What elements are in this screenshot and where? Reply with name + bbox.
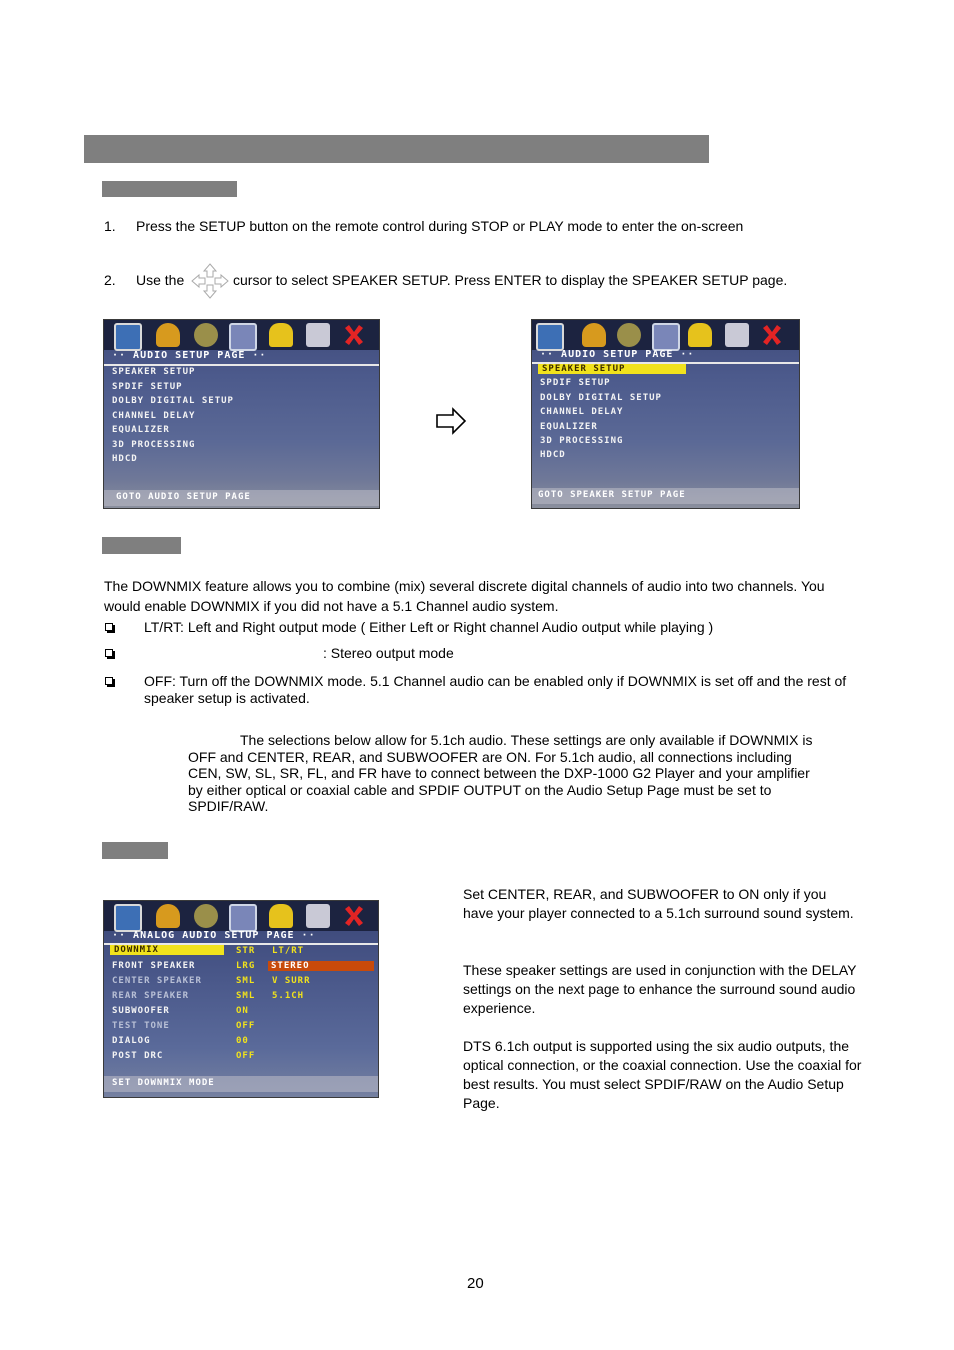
menu-item-dolby-digital-setup: DOLBY DIGITAL SETUP [540,393,662,403]
row-test-tone-label: TEST TONE [112,1021,170,1031]
row-rear-speaker-value: SML [236,991,256,1001]
row-subwoofer-value: ON [236,1006,249,1016]
close-icon [342,323,366,347]
close-icon [342,904,366,928]
menu-item-channel-delay: CHANNEL DELAY [112,411,196,421]
menu-item-3d-processing: 3D PROCESSING [112,440,196,450]
header-divider [104,364,379,366]
step1-number: 1. [104,218,116,234]
preference-icon [306,904,330,928]
row-post-drc-label: POST DRC [112,1051,164,1061]
menu-page-header: ·· AUDIO SETUP PAGE ·· [112,350,267,361]
row-test-tone-value: OFF [236,1021,256,1031]
menu-item-3d-processing: 3D PROCESSING [540,436,624,446]
lock-icon [269,904,293,928]
bullet-lt-rt: LT/RT: Left and Right output mode ( Either Left or Right channel Audio output while playing ) [144,619,714,635]
menu-icon-bar [532,320,799,350]
menu-footer-text: SET DOWNMIX MODE [112,1078,215,1088]
subsection-bar-downmix [102,537,181,554]
note-paragraph: The selections below allow for 5.1ch audio. These settings are only available if DOWNMIX is OFF and CENTER, REAR, and SUBWOOFER are ON. For 5.1ch audio, all connections including CEN, SW, SL, SR, FL, and FR have to connect between the DXP-1000 G2 Player and your amplifier by either optical or coaxial cable and SPDIF OUTPUT on the Audio Setup Page must be set to SPDIF/RAW. [188,732,813,814]
speaker-paragraph-2: These speaker settings are used in conjunction with the DELAY settings on the next page to enhance the surround sound audio experience. [463,962,857,1016]
right-arrow-icon [435,407,467,435]
menu-item-spdif-setup: SPDIF SETUP [112,382,183,392]
row-dialog-label: DIALOG [112,1036,151,1046]
general-setup-icon [114,323,142,351]
video-setup-icon [652,323,680,351]
menu-page-header: ·· ANALOG AUDIO SETUP PAGE ·· [112,930,316,941]
subsection-bar-speaker-setup [102,181,237,197]
menu-page-header: ·· AUDIO SETUP PAGE ·· [540,349,695,360]
menu-icon-bar [104,320,379,350]
downmix-paragraph: The DOWNMIX feature allows you to combine (mix) several discrete digital channels of audio into two channels. You would enable DOWNMIX if you did not have a 5.1 Channel audio system. [104,578,825,614]
dolby-setup-icon [194,323,218,347]
dolby-setup-icon [617,323,641,347]
menu-item-equalizer: EQUALIZER [112,425,170,435]
subsection-bar-speaker [102,842,168,859]
step2-text-b: cursor to select SPEAKER SETUP. Press ENTER to display the SPEAKER SETUP page. [233,272,788,288]
menu-icon-bar [104,901,378,931]
step2-number: 2. [104,272,116,288]
preference-icon [306,323,330,347]
row-downmix-value: STR [236,946,256,956]
close-icon [760,323,784,347]
menu-item-hdcd: HDCD [540,450,566,460]
page-number: 20 [467,1275,484,1292]
row-dialog-value: 00 [236,1036,249,1046]
row-center-speaker-label: CENTER SPEAKER [112,976,202,986]
option-v-surr: V SURR [272,976,311,986]
bullet-off: OFF: Turn off the DOWNMIX mode. 5.1 Channel audio can be enabled only if DOWNMIX is set off and the rest of speaker setup is activated. [144,673,847,706]
preference-icon [725,323,749,347]
menu-item-dolby-digital-setup: DOLBY DIGITAL SETUP [112,396,234,406]
row-downmix-label: DOWNMIX [110,945,224,955]
speaker-paragraph-3: DTS 6.1ch output is supported using the six audio outputs, the optical connection, or the coaxial connection. Use the coaxial for best results. You must select SPDIF/RAW on the Audio Setup Page. [463,1038,862,1111]
menu-footer-text: GOTO AUDIO SETUP PAGE [116,492,251,502]
bullet-checkbox-icon [105,623,113,631]
general-setup-icon [536,323,564,351]
cursor-arrows-icon [191,263,229,299]
option-stereo-selected: STEREO [268,961,374,971]
row-subwoofer-label: SUBWOOFER [112,1006,170,1016]
row-post-drc-value: OFF [236,1051,256,1061]
menu-item-channel-delay: CHANNEL DELAY [540,407,624,417]
screenshot-analog-audio-setup [103,900,379,1098]
screenshot-speaker-setup-selected [531,319,800,509]
section-title-bar [84,135,709,163]
option-5-1ch: 5.1CH [272,991,305,1001]
menu-item-spdif-setup: SPDIF SETUP [540,378,611,388]
option-lt-rt: LT/RT [272,946,305,956]
audio-setup-icon [582,323,606,347]
general-setup-icon [114,904,142,932]
row-front-speaker-label: FRONT SPEAKER [112,961,196,971]
bullet-stereo: : Stereo output mode [323,645,454,661]
video-setup-icon [229,323,257,351]
row-center-speaker-value: SML [236,976,256,986]
screenshot-audio-setup-page [103,319,380,509]
menu-footer-text: GOTO SPEAKER SETUP PAGE [538,490,686,500]
audio-setup-icon [156,904,180,928]
lock-icon [688,323,712,347]
speaker-paragraph-1: Set CENTER, REAR, and SUBWOOFER to ON only if you have your player connected to a 5.1ch surround sound system. [463,886,854,921]
bullet-checkbox-icon [105,649,113,657]
audio-setup-icon [156,323,180,347]
menu-item-hdcd: HDCD [112,454,138,464]
dolby-setup-icon [194,904,218,928]
row-front-speaker-value: LRG [236,961,256,971]
bullet-checkbox-icon [105,677,113,685]
menu-item-equalizer: EQUALIZER [540,422,598,432]
step2-text-a: Use the [136,272,185,288]
video-setup-icon [229,904,257,932]
lock-icon [269,323,293,347]
step1-text: Press the SETUP button on the remote control during STOP or PLAY mode to enter the on-screen [136,218,744,234]
menu-item-speaker-setup: SPEAKER SETUP [112,367,196,377]
row-rear-speaker-label: REAR SPEAKER [112,991,190,1001]
menu-item-speaker-setup-highlighted: SPEAKER SETUP [538,364,686,374]
